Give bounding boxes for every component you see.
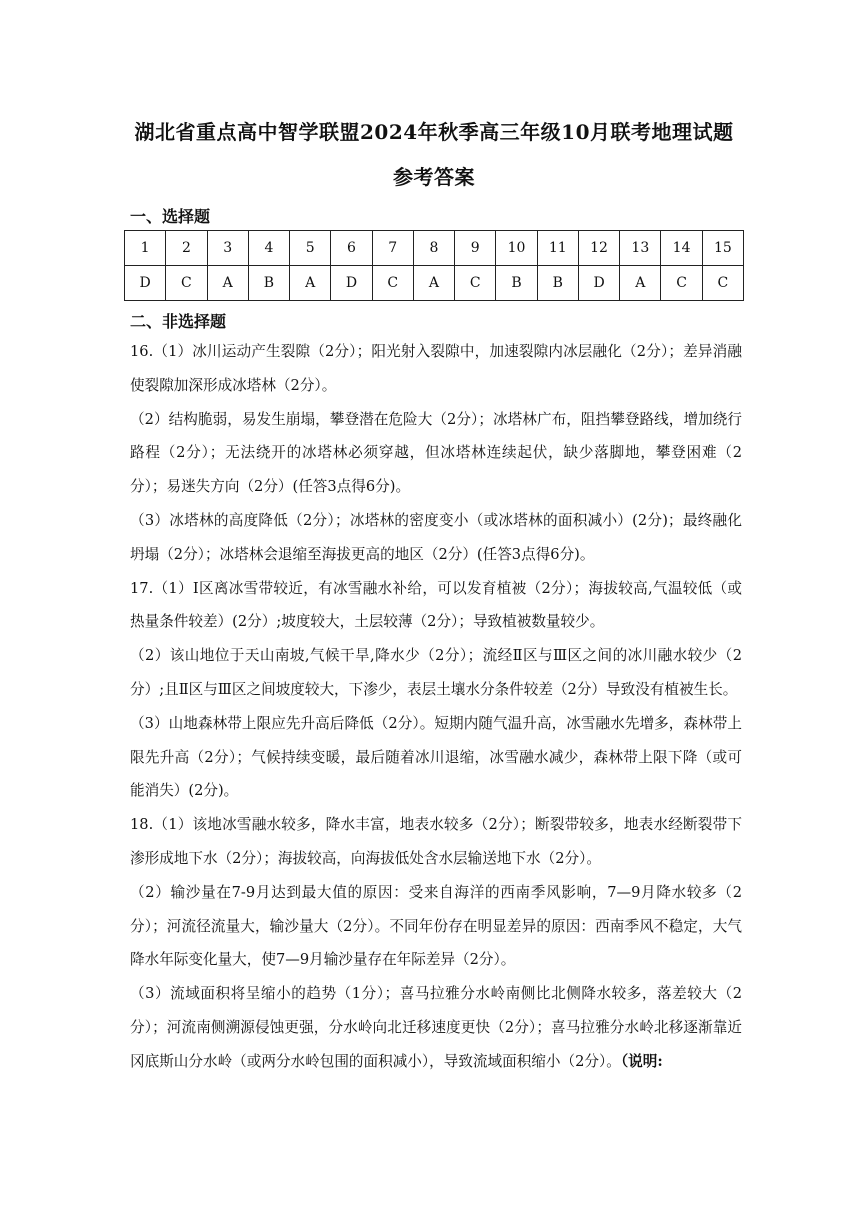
section-heading-nonchoice: 二、非选择题 xyxy=(130,312,227,331)
answer-cell: B xyxy=(496,266,537,301)
answer-cell: B xyxy=(537,266,578,301)
question-number-cell: 4 xyxy=(248,231,289,266)
answer-cell: C xyxy=(661,266,702,301)
answer-table-answer-row xyxy=(125,266,744,301)
answer-body xyxy=(130,335,742,1079)
question-number-cell: 12 xyxy=(578,231,619,266)
answer-cell: D xyxy=(331,266,372,301)
page-subtitle: 参考答案 xyxy=(393,165,475,189)
question-number-cell: 11 xyxy=(537,231,578,266)
answer-paragraph: （3）山地森林带上限应先升高后降低（2分）。短期内随气温升高，冰雪融水先增多，森林带上限先升高（2分）；气候持续变暖，最后随着冰川退缩，冰雪融水减少，森林带上限下降（或可能消失）(2分)。 xyxy=(130,714,742,800)
answer-paragraph: （2）结构脆弱，易发生崩塌，攀登潜在危险大（2分）；冰塔林广布，阻挡攀登路线，增加绕行路程（2分）；无法绕开的冰塔林必须穿越，但冰塔林连续起伏，缺少落脚地，攀登困难（2分）；易迷失方向（2分）(任答3点得6分)。 xyxy=(130,410,742,496)
answer-cell: B xyxy=(248,266,289,301)
answer-cell: A xyxy=(413,266,454,301)
question-number-cell: 9 xyxy=(455,231,496,266)
question-number-cell: 3 xyxy=(207,231,248,266)
section-heading-choice: 一、选择题 xyxy=(130,207,211,226)
page-title: 湖北省重点高中智学联盟2024年秋季高三年级10月联考地理试题 xyxy=(134,120,734,144)
answer-paragraph: （2）输沙量在7-9月达到最大值的原因：受来自海洋的西南季风影响，7—9月降水较多（2分）；河流径流量大，输沙量大（2分）。不同年份存在明显差异的原因：西南季风不稳定，大气降水年际变化量大，使7—9月输沙量存在年际差异（2分）。 xyxy=(130,883,742,969)
question-number-cell: 10 xyxy=(496,231,537,266)
question-number-cell: 1 xyxy=(125,231,166,266)
answer-paragraph: （2）该山地位于天山南坡,气候干旱,降水少（2分）；流经Ⅱ区与Ⅲ区之间的冰川融水较少（2分）;且Ⅱ区与Ⅲ区之间坡度较大，下渗少，表层土壤水分条件较差（2分）导致没有植被生长。 xyxy=(130,647,742,698)
answer-paragraph: 16.（1）冰川运动产生裂隙（2分）；阳光射入裂隙中，加速裂隙内冰层融化（2分）；差异消融使裂隙加深形成冰塔林（2分）。 xyxy=(130,343,742,394)
answer-cell: D xyxy=(125,266,166,301)
question-number-cell: 14 xyxy=(661,231,702,266)
question-number-cell: 6 xyxy=(331,231,372,266)
note-label: （说明: xyxy=(620,1052,663,1070)
answer-cell: A xyxy=(207,266,248,301)
answer-cell: D xyxy=(578,266,619,301)
answer-table-number-row xyxy=(125,231,744,266)
question-number-cell: 8 xyxy=(413,231,454,266)
question-number-cell: 2 xyxy=(166,231,207,266)
question-number-cell: 13 xyxy=(620,231,661,266)
answer-paragraph: （3）冰塔林的高度降低（2分）；冰塔林的密度变小（或冰塔林的面积减小）(2分)；最终融化坍塌（2分）；冰塔林会退缩至海拔更高的地区（2分）(任答3点得6分)。 xyxy=(130,511,742,563)
answer-paragraph: 17.（1）Ⅰ区离冰雪带较近，有冰雪融水补给，可以发育植被（2分）；海拔较高,气温较低（或热量条件较差）(2分）;坡度较大，土层较薄（2分）；导致植被数量较少。 xyxy=(130,579,742,631)
answer-table xyxy=(124,230,744,301)
question-number-cell: 5 xyxy=(290,231,331,266)
answer-paragraph: 18.（1）该地冰雪融水较多，降水丰富，地表水较多（2分）；断裂带较多，地表水经断裂带下渗形成地下水（2分）；海拔较高，向海拔低处含水层输送地下水（2分）。 xyxy=(130,816,742,867)
question-number-cell: 15 xyxy=(702,231,743,266)
answer-cell: C xyxy=(455,266,496,301)
answer-cell: A xyxy=(290,266,331,301)
answer-cell: C xyxy=(166,266,207,301)
answer-paragraph-last xyxy=(130,977,742,1078)
answer-text: （3）流域面积将呈缩小的趋势（1分）；喜马拉雅分水岭南侧比北侧降水较多，落差较大（2分）；河流南侧溯源侵蚀更强，分水岭向北迁移速度更快（2分）；喜马拉雅分水岭北移逐渐靠近冈底斯山分水岭（或两分水岭包围的面积减小），导致流域面积缩小（2分）。 xyxy=(130,985,742,1070)
answer-cell: C xyxy=(372,266,413,301)
answer-cell: C xyxy=(702,266,743,301)
answer-cell: A xyxy=(620,266,661,301)
question-number-cell: 7 xyxy=(372,231,413,266)
